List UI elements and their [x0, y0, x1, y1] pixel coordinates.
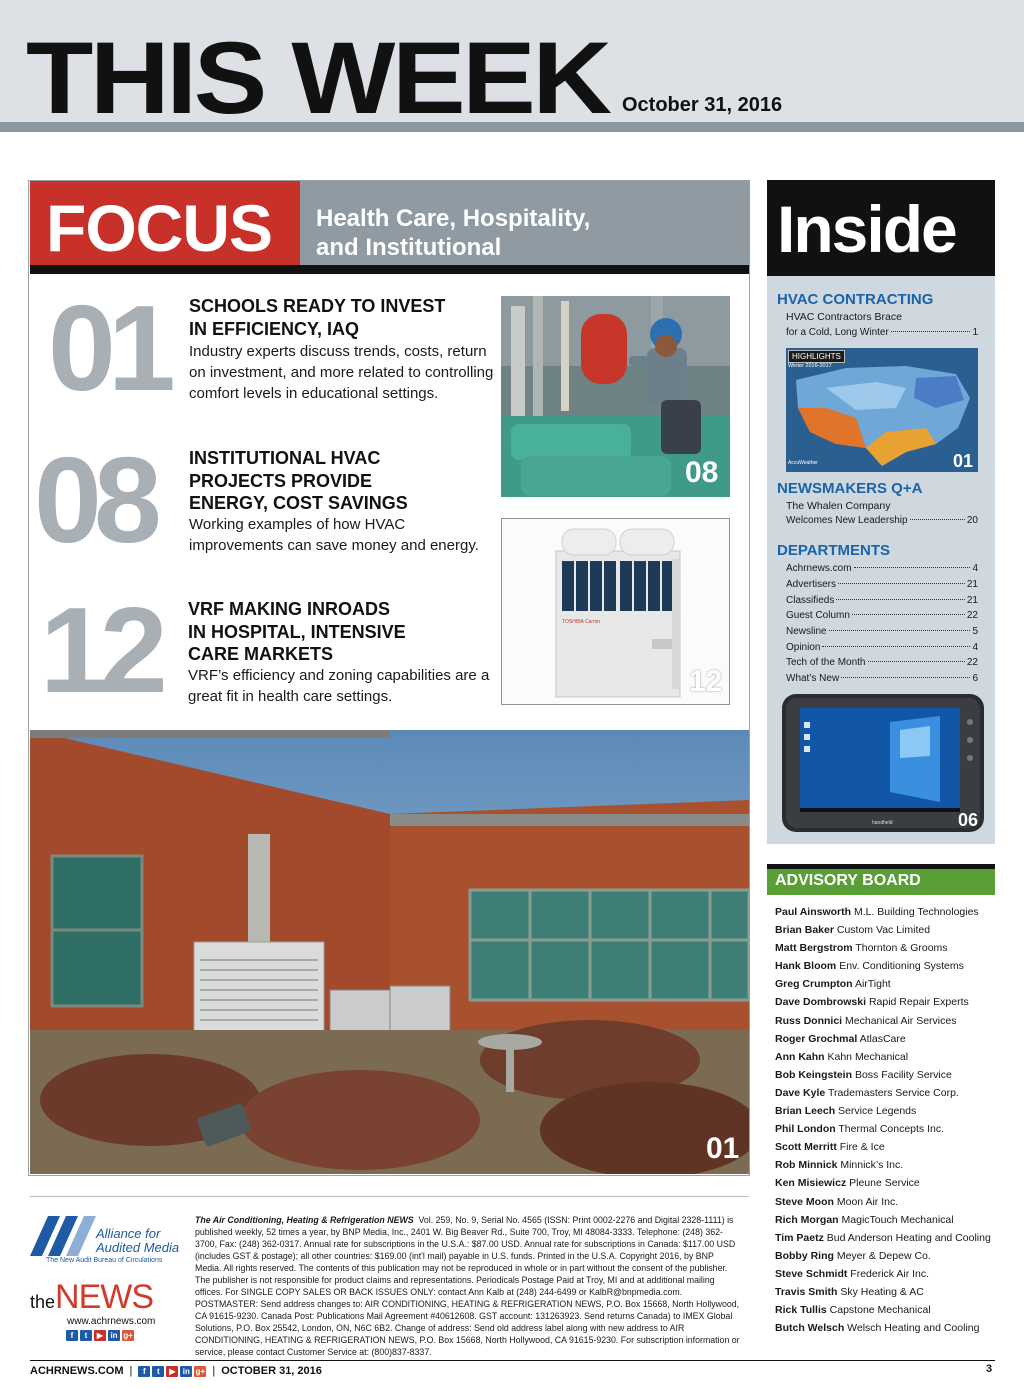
vrf-brand: TOSHIBA Carrier	[562, 619, 601, 625]
member-company: Rapid Repair Experts	[868, 996, 969, 1009]
member-company: Mechanical Air Services	[845, 1014, 957, 1027]
member-name: Rich Morgan	[775, 1213, 839, 1226]
story-summary	[189, 514, 499, 556]
member-name: Bob Keingstein	[775, 1068, 853, 1081]
advisory-member	[775, 1211, 1005, 1229]
member-company: AtlasCare	[859, 1032, 906, 1045]
toc-leader	[838, 583, 965, 584]
winter-forecast-map[interactable]	[786, 348, 978, 472]
member-company: MagicTouch Mechanical	[841, 1213, 954, 1226]
summary-line: great fit in health care settings.	[188, 688, 393, 705]
footer-social-icons	[138, 1366, 206, 1377]
footer-date: OCTOBER 31, 2016	[221, 1365, 322, 1377]
toc-label: Opinion	[786, 642, 821, 653]
member-company: Env. Conditioning Systems	[839, 960, 964, 973]
linkedin-icon[interactable]: in	[180, 1366, 192, 1377]
photo-page-number: 01	[953, 451, 974, 471]
advisory-member	[775, 1120, 1005, 1138]
member-company: Meyer & Depew Co.	[836, 1249, 931, 1262]
story-headline[interactable]	[189, 447, 509, 515]
member-company: Sky Heating & AC	[840, 1285, 924, 1298]
hero-building-photo[interactable]	[30, 730, 749, 1174]
advisory-member	[775, 957, 1005, 975]
member-name: Rick Tullis	[775, 1304, 827, 1317]
member-name: Paul Ainsworth	[775, 906, 852, 918]
toc-leader	[891, 331, 971, 332]
issue-date: October 31, 2016	[622, 94, 783, 116]
story-number: 01	[48, 280, 168, 416]
advisory-member	[775, 1301, 1005, 1319]
toc-row[interactable]	[786, 642, 978, 656]
advisory-title: ADVISORY BOARD	[775, 872, 921, 889]
member-company: Capstone Mechanical	[829, 1304, 931, 1317]
youtube-icon[interactable]: ▶	[166, 1366, 178, 1377]
member-name: Tim Paetz	[775, 1231, 824, 1244]
masthead-statement	[195, 1214, 740, 1358]
headline-line: PROJECTS PROVIDE	[189, 470, 373, 491]
summary-line: on investment, and more related to controlling	[189, 364, 494, 381]
vrf-unit-photo[interactable]	[501, 518, 730, 705]
news-logo-word: NEWS	[55, 1278, 154, 1316]
advisory-member	[775, 1066, 1005, 1084]
advisory-member	[775, 1265, 1005, 1283]
twitter-icon[interactable]: t	[152, 1366, 164, 1377]
section-heading[interactable]: NEWSMAKERS Q+A	[777, 480, 923, 497]
map-subtitle: Winter 2016-2017	[788, 363, 832, 369]
advisory-member	[775, 921, 1005, 939]
aam-name-line: Audited Media	[96, 1240, 180, 1255]
member-name: Brian Leech	[775, 1105, 836, 1118]
googleplus-icon[interactable]: g+	[123, 1331, 133, 1340]
toc-leader	[822, 646, 970, 647]
toc-page: 4	[972, 642, 978, 653]
member-name: Brian Baker	[775, 924, 834, 937]
toc-label: Welcomes New Leadership	[786, 515, 908, 526]
advisory-member	[775, 1193, 1005, 1211]
advisory-member	[775, 993, 1005, 1011]
news-logo-the: the	[30, 1292, 56, 1312]
toc-row[interactable]	[786, 626, 978, 640]
story-summary	[188, 665, 498, 707]
toc-leader	[868, 661, 965, 662]
advisory-member	[775, 939, 1005, 957]
divider	[30, 1196, 749, 1197]
toc-row[interactable]	[786, 579, 978, 593]
aam-name	[96, 1227, 196, 1255]
advisory-member	[775, 1138, 1005, 1156]
photo-page-number: 06	[958, 810, 979, 830]
member-company: Moon Air Inc.	[836, 1195, 899, 1208]
headline-line: SCHOOLS READY TO INVEST	[189, 296, 446, 316]
site-url[interactable]: www.achrnews.com	[67, 1316, 156, 1327]
social-icons	[66, 1330, 134, 1341]
toc-leader	[829, 630, 971, 631]
toc-row[interactable]	[786, 595, 978, 609]
photo-page-number: 01	[706, 1132, 740, 1165]
member-name: Greg Crumpton	[775, 978, 853, 991]
member-company: Fire & Ice	[839, 1141, 885, 1154]
toc-label: for a Cold, Long Winter	[786, 327, 889, 338]
advisory-member	[775, 1030, 1005, 1048]
toc-page: 1	[972, 327, 978, 338]
member-name: Roger Grochmal	[775, 1032, 858, 1045]
toc-page: 21	[966, 579, 978, 590]
toc-label: What’s New	[786, 673, 840, 684]
focus-subtitle-line: Health Care, Hospitality,	[316, 205, 591, 232]
building-illustration	[30, 730, 749, 1174]
section-line: HVAC Contractors Brace	[786, 311, 902, 323]
footer-site[interactable]: ACHRNEWS.COM	[30, 1365, 124, 1377]
toc-page: 21	[966, 595, 978, 606]
advisory-list	[775, 903, 1005, 1337]
member-company: Bud Anderson Heating and Cooling	[826, 1231, 991, 1244]
toc-label: Newsline	[786, 626, 827, 637]
member-company: Trademasters Service Corp.	[827, 1086, 959, 1099]
member-company: Kahn Mechanical	[827, 1050, 909, 1063]
inside-title: Inside	[777, 192, 956, 266]
toc-label: Classifieds	[786, 595, 835, 606]
linkedin-icon[interactable]: in	[108, 1330, 120, 1341]
toc-label: Achrnews.com	[786, 563, 852, 574]
toc-row[interactable]	[786, 657, 978, 671]
member-name: Scott Merritt	[775, 1141, 837, 1154]
advisory-member	[775, 1084, 1005, 1102]
advisory-member	[775, 1174, 1005, 1192]
toc-leader	[854, 567, 971, 568]
section-heading[interactable]: HVAC CONTRACTING	[777, 291, 934, 308]
toc-label: Tech of the Month	[786, 657, 866, 668]
footer-separator: |	[212, 1365, 216, 1377]
section-line: The Whalen Company	[786, 500, 891, 512]
footer	[30, 1361, 322, 1381]
googleplus-icon[interactable]: g+	[195, 1366, 206, 1376]
advisory-member	[775, 1229, 1005, 1247]
advisory-member	[775, 975, 1005, 993]
toc-page: 20	[966, 515, 978, 526]
member-company: Pleune Service	[849, 1177, 920, 1190]
toc-page: 6	[972, 673, 978, 684]
member-name: Hank Bloom	[775, 960, 837, 973]
story-summary	[189, 341, 499, 404]
member-name: Russ Donnici	[775, 1014, 843, 1027]
headline-line: INSTITUTIONAL HVAC	[189, 448, 381, 468]
toc-row[interactable]	[786, 563, 978, 577]
the-news-logo[interactable]	[30, 1278, 153, 1317]
youtube-icon[interactable]: ▶	[94, 1330, 106, 1341]
headline-line: ENERGY, COST SAVINGS	[189, 493, 408, 513]
member-company: M.L. Building Technologies	[853, 906, 979, 918]
member-company: Service Legends	[838, 1105, 917, 1118]
toc-leader	[910, 519, 965, 520]
toc-page: 5	[972, 626, 978, 637]
publication-name: The Air Conditioning, Heating & Refrigeration NEWS	[195, 1215, 414, 1225]
toc-page: 22	[966, 657, 978, 668]
section-heading[interactable]: DEPARTMENTS	[777, 542, 891, 559]
member-name: Dave Kyle	[775, 1086, 826, 1099]
member-name: Matt Bergstrom	[775, 942, 853, 955]
toc-row[interactable]	[786, 515, 978, 529]
member-company: Welsch Heating and Cooling	[847, 1322, 980, 1335]
member-company: Thornton & Grooms	[855, 942, 948, 955]
aam-name-line: Alliance for	[96, 1226, 161, 1241]
story-headline[interactable]	[188, 598, 508, 666]
summary-line: Industry experts discuss trends, costs, return	[189, 343, 487, 360]
toc-page: 22	[966, 610, 978, 621]
toc-leader	[836, 599, 965, 600]
aam-tagline: The New Audit Bureau of Circulations	[46, 1257, 163, 1264]
summary-line: comfort levels in educational settings.	[189, 385, 439, 402]
headline-line: IN HOSPITAL, INTENSIVE	[188, 621, 406, 642]
summary-line: improvements can save money and energy.	[189, 537, 479, 554]
masthead-text: Vol. 259, No. 9, Serial No. 4565 (ISSN: Print 0002-2276 and Digital 2328-1111) is published weekly, 52 times a year, by BNP Media, Inc., 2401 W. Big Beaver Rd., Suite 700, Troy, MI 48084-3333. Telephone: (248) 362-3700, Fax: (248) 362-0317. Annual rate for subscriptions in the U.S.A.: $87.00 USD. Annual rate for subscriptions in Canada: $117.00 USD (includes GST & postage); all other countries: $169.00 (int'l mail) payable in U.S. funds. Printed in the U.S.A. Copyright 2016, by BNP Media. All rights reserved. The contents of this publication may not be reproduced in whole or in part without the consent of the publisher. The publisher is not responsible for product claims and representations. Periodicals Postage Paid at Troy, MI and at additional mailing offices. For SINGLE COPY SALES OR BACK ISSUES ONLY: contact Ann Kalb at (248) 244-6499 or KalbR@bnpmedia.com. POSTMASTER: Send address changes to: AIR CONDITIONING, HEATING & REFRIGERATION NEWS, P.O. Box 15668, North Hollywood, CA 91615-9230. Canada Post: Publications Mail Agreement #40612608. GST account: 131263923. Send returns Canada) to IMEX Global Solutions, P.O. Box 25542, London, ON, N6C 6B2. Change of address: Send old address label along with new address to AIR CONDITIONING, HEATING & REFRIGERATION NEWS, P.O. Box 15668, North Hollywood, CA 91615-9230. For subscription information or service, please contact Customer Service at: (800)837-8337.	[195, 1215, 740, 1357]
member-name: Ann Kahn	[775, 1050, 825, 1063]
toc-row[interactable]	[786, 610, 978, 624]
member-name: Bobby Ring	[775, 1249, 834, 1262]
member-company: Thermal Concepts Inc.	[838, 1123, 945, 1136]
advisory-member	[775, 1283, 1005, 1301]
toc-row[interactable]	[786, 327, 978, 341]
advisory-member	[775, 1048, 1005, 1066]
member-name: Steve Schmidt	[775, 1267, 848, 1280]
focus-subtitle	[316, 204, 736, 262]
map-badge: HIGHLIGHTS	[788, 350, 845, 363]
advisory-member	[775, 1156, 1005, 1174]
tablet-brand: handheld	[872, 820, 893, 826]
toc-label: Advertisers	[786, 579, 837, 590]
member-name: Ken Misiewicz	[775, 1177, 847, 1190]
member-name: Butch Welsch	[775, 1322, 845, 1335]
page-number: 3	[986, 1363, 993, 1375]
rugged-tablet-photo[interactable]	[780, 692, 986, 834]
tablet-illustration	[780, 692, 986, 834]
aam-logo-icon	[30, 1216, 96, 1256]
facebook-icon[interactable]: f	[66, 1330, 78, 1341]
facebook-icon[interactable]: f	[138, 1366, 150, 1377]
toc-label: Guest Column	[786, 610, 850, 621]
footer-separator: |	[129, 1365, 133, 1377]
focus-label: FOCUS	[46, 191, 272, 265]
member-company: Minnick’s Inc.	[840, 1159, 904, 1172]
photo-page-number: 08	[685, 456, 719, 489]
headline-line: CARE MARKETS	[188, 644, 334, 664]
summary-line: VRF’s efficiency and zoning capabilities are a	[188, 667, 490, 684]
member-name: Steve Moon	[775, 1195, 834, 1208]
story-headline[interactable]	[189, 295, 509, 340]
member-name: Dave Dombrowski	[775, 996, 867, 1009]
toc-leader	[852, 614, 965, 615]
toc-row[interactable]	[786, 673, 978, 687]
headline-line: VRF MAKING INROADS	[188, 599, 390, 619]
summary-line: Working examples of how HVAC	[189, 516, 406, 533]
toc-leader	[841, 677, 970, 678]
story-number: 12	[40, 582, 160, 718]
headline-line: IN EFFICIENCY, IAQ	[189, 318, 360, 339]
photo-page-number: 12	[689, 665, 723, 698]
advisory-member	[775, 1319, 1005, 1337]
member-company: Frederick Air Inc.	[850, 1267, 930, 1280]
member-name: Travis Smith	[775, 1285, 838, 1298]
advisory-member	[775, 1247, 1005, 1265]
toc-page: 4	[972, 563, 978, 574]
twitter-icon[interactable]: t	[80, 1330, 92, 1341]
member-company: Custom Vac Limited	[836, 924, 931, 937]
page-title: THIS WEEK	[26, 21, 609, 135]
advisory-member	[775, 1102, 1005, 1120]
advisory-member	[775, 903, 1005, 921]
map-credit: AccuWeather	[788, 460, 818, 466]
member-name: Phil London	[775, 1123, 836, 1136]
story-number: 08	[34, 432, 154, 568]
member-name: Rob Minnick	[775, 1159, 838, 1172]
member-company: AirTight	[854, 978, 891, 991]
advisory-member	[775, 1012, 1005, 1030]
technician-photo[interactable]	[501, 296, 730, 497]
focus-rule	[30, 265, 749, 274]
focus-subtitle-line: and Institutional	[316, 234, 502, 261]
member-company: Boss Facility Service	[854, 1068, 952, 1081]
